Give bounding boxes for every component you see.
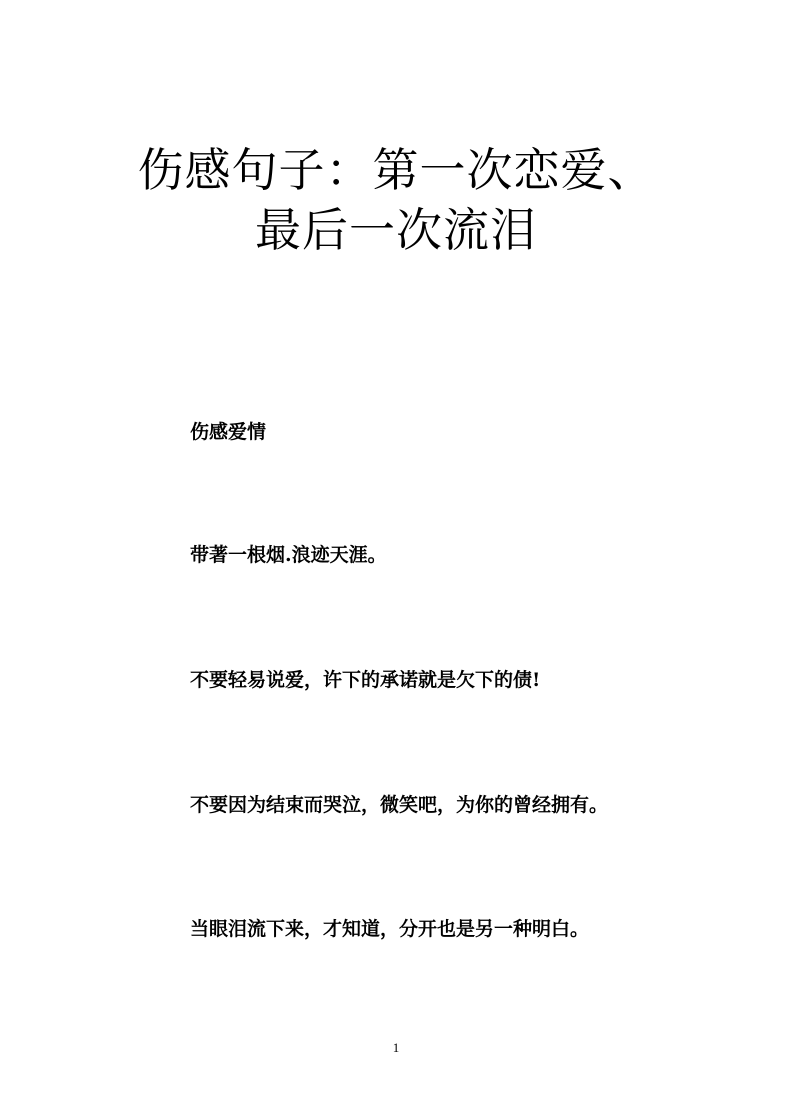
paragraph: 带著一根烟.浪迹天涯。 xyxy=(190,544,387,566)
page-number: 1 xyxy=(392,1040,400,1055)
paragraph: 不要轻易说爱，许下的承诺就是欠下的债! xyxy=(190,669,541,691)
title-line-2: 最后一次流泪 xyxy=(255,203,537,257)
paragraph: 当眼泪流下来，才知道，分开也是另一种明白。 xyxy=(190,918,590,940)
title-line-1: 伤感句子：第一次恋爱、 xyxy=(137,143,655,197)
document-title xyxy=(60,140,732,260)
section-heading: 伤感爱情 xyxy=(190,421,267,443)
paragraph: 不要因为结束而哭泣，微笑吧，为你的曾经拥有。 xyxy=(190,794,609,816)
